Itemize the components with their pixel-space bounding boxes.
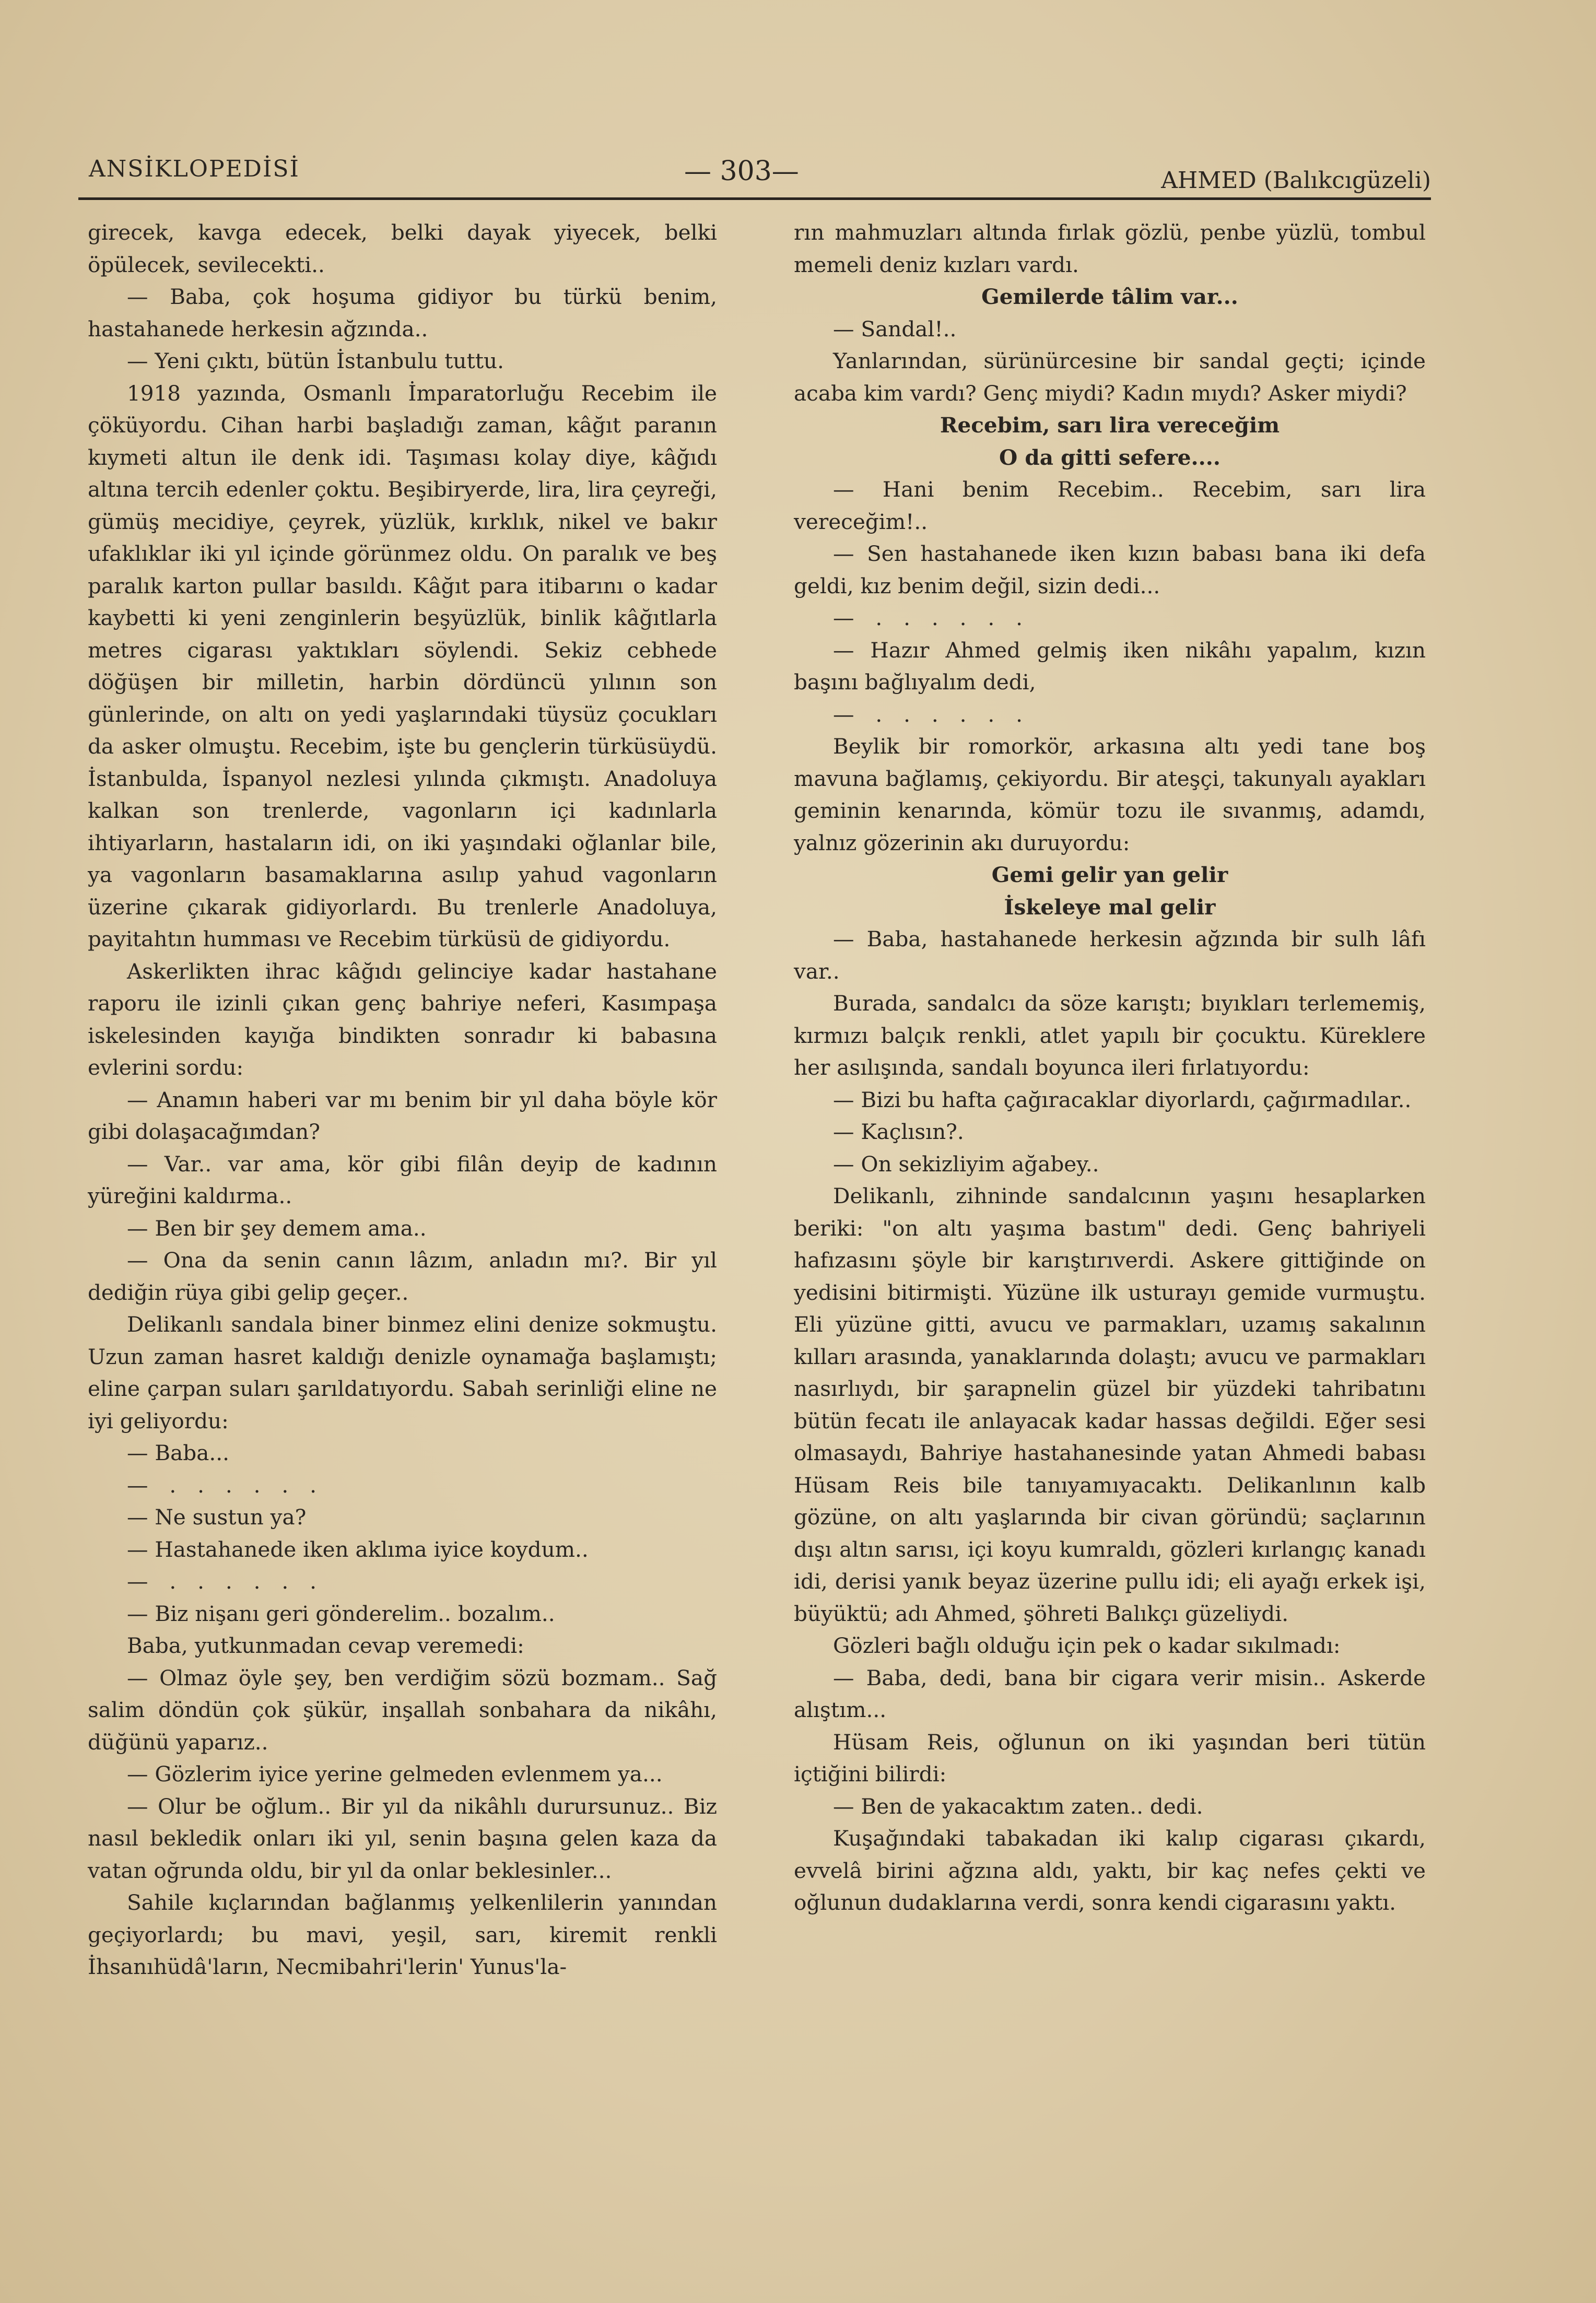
paragraph: — Sandal!.. (833, 316, 957, 342)
paragraph: — . . . . . . (833, 701, 1030, 727)
text-column-left (88, 217, 717, 1983)
paragraph: Recebim, sarı lira vereceğim (940, 413, 1280, 438)
paragraph: O da gitti sefere.... (999, 444, 1221, 470)
paragraph: — Ben de yakacaktım zaten.. dedi. (833, 1793, 1203, 1819)
paragraph: Beylik bir romorkör, arkasına altı yedi tane boş mavuna bağlamış, çekiyordu. Bir ateşçi, takunyalı ayakları geminin kenarında, kömür tozu ile sıvanmış, adamdı, yalnız gözerinin akı duruyordu: (794, 734, 1426, 855)
paragraph: — Hastahanede iken aklıma iyice koydum.. (127, 1536, 589, 1562)
paragraph: Delikanlı sandala biner binmez elini denize sokmuştu. Uzun zaman hasret kaldığı denizle oynamağa başlamıştı; eline çarpan suları şarıldatıyordu. Sabah serinliği eline ne iyi geliyordu: (88, 1312, 717, 1434)
paragraph: — Yeni çıktı, bütün İstanbulu tuttu. (127, 348, 504, 373)
paragraph: — . . . . . . (833, 605, 1030, 630)
paragraph: — Baba... (127, 1440, 229, 1465)
paragraph: — Hazır Ahmed gelmiş iken nikâhı yapalım, kızın başını bağlıyalım dedi, (794, 637, 1426, 695)
paragraph: Askerlikten ihrac kâğıdı gelinciye kadar hastahane raporu ile izinli çıkan genç bahriye neferi, Kasımpaşa iskelesinden kayığa bindikten sonradır ki babasına evlerini sordu: (88, 958, 717, 1080)
paragraph: Hüsam Reis, oğlunun on iki yaşından beri tütün içtiğini bilirdi: (794, 1729, 1426, 1787)
header-title-right: AHMED (Balıkcıgüzeli) (1161, 167, 1431, 194)
paragraph: — Olmaz öyle şey, ben verdiğim sözü bozmam.. Sağ salim döndün çok şükür, inşallah sonbahara da nikâhı, düğünü yaparız.. (88, 1665, 717, 1755)
paragraph: — Ben bir şey demem ama.. (127, 1215, 427, 1241)
header-title-left: ANSİKLOPEDİSİ (89, 156, 300, 182)
paragraph: Gemi gelir yan gelir (991, 862, 1228, 887)
header-rule (78, 197, 1431, 200)
paragraph: 1918 yazında, Osmanlı İmparatorluğu Recebim ile çöküyordu. Cihan harbi başladığı zaman, kâğıt paranın kıymeti altun ile denk idi. Taşıması kolay diye, kâğıdı altına tercih edenler çoktu. Beşibiryerde, lira, lira çeyreği, gümüş mecidiye, çeyrek, yüzlük, kırklık, nikel ve bakır ufaklıklar iki yıl içinde görünmez oldu. On paralık ve beş paralık karton pullar basıldı. Kâğıt para itibarını o kadar kaybetti ki yeni zenginlerin beşyüzlük, binlik kâğıtlarla metres cigarası yaktıkları söylendi. Sekiz cebhede döğüşen bir milletin, harbin dördüncü yılının son günlerinde, on altı on yedi yaşlarındaki tüysüz çocukları da asker olmuştu. Recebim, işte bu gençlerin türküsüydü. İstanbulda, İspanyol nezlesi yılında çıkmıştı. Anadoluya kalkan son trenlerde, vagonların içi kadınlarla ihtiyarların, hastaların idi, on iki yaşındaki oğlanlar bile, ya vagonların basamaklarına asılıp yahud vagonların üzerine çıkarak gidiyorlardı. Bu trenlerle Anadoluya, payitahtın humması ve Recebim türküsü de gidiyordu. (88, 380, 717, 951)
text-column-right (794, 217, 1426, 1919)
paragraph: Yanlarından, sürünürcesine bir sandal geçti; içinde acaba kim vardı? Genç miydi? Kadın mıydı? Asker miydi? (794, 348, 1426, 406)
paragraph: Gözleri bağlı olduğu için pek o kadar sıkılmadı: (833, 1633, 1341, 1658)
paragraph: Kuşağındaki tabakadan iki kalıp cigarası çıkardı, evvelâ birini ağzına aldı, yaktı, bir kaç nefes çekti ve oğlunun dudaklarına verdi, sonra kendi cigarasını yaktı. (794, 1826, 1426, 1915)
paragraph: — . . . . . . (127, 1569, 324, 1594)
paragraph: — Sen hastahanede iken kızın babası bana iki defa geldi, kız benim değil, sizin dedi... (794, 541, 1426, 598)
paragraph: — On sekizliyim ağabey.. (833, 1151, 1099, 1177)
paragraph: İskeleye mal gelir (1004, 894, 1216, 920)
paragraph: — Baba, dedi, bana bir cigara verir misin.. Askerde alıştım... (794, 1665, 1426, 1722)
paragraph: Delikanlı, zihninde sandalcının yaşını hesaplarken beriki: "on altı yaşıma bastım" dedi. Genç bahriyeli hafızasını şöyle bir karıştırıverdi. Askere gittiğinde on yedisini bitirmişti. Yüzüne ilk usturayı gemide vurmuştu. Eli yüzüne gitti, avucu ve parmakları, uzamış sakalının kılları arasında, yanaklarında dolaştı; avucu ve parmakları nasırlıydı, bir şarapnelin güzel bir yüzdeki tahribatını bütün fecatı ile anlayacak kadar hassas değildi. Eğer sesi olmasaydı, Bahriye hastahanesinde yatan Ahmedi babası Hüsam Reis bile tanıyamıyacaktı. Delikanlının kalb gözüne, on altı yaşlarında bir civan göründü; saçlarının dışı altın sarısı, içi koyu kumraldı, gözleri kırlangıç kanadı idi, derisi yanık beyaz üzerine pullu idi; eli ayağı erkek işi, büyüktü; adı Ahmed, şöhreti Balıkçı güzeliydi. (794, 1183, 1426, 1626)
paragraph: — . . . . . . (127, 1472, 324, 1498)
paragraph: — Ona da senin canın lâzım, anladın mı?. Bir yıl dediğin rüya gibi gelip geçer.. (88, 1248, 717, 1305)
page-header (78, 141, 1431, 198)
paragraph: — Baba, hastahanede herkesin ağzında bir sulh lâfı var.. (794, 926, 1426, 984)
paragraph: — Ne sustun ya? (127, 1505, 307, 1530)
page-number: — 303— (684, 156, 799, 187)
paragraph: Burada, sandalcı da söze karıştı; bıyıkları terlememiş, kırmızı balçık renkli, atlet yapılı bir çocuktu. Küreklere her asılışında, sandalı boyunca ileri fırlatıyordu: (794, 991, 1426, 1080)
paragraph: — Olur be oğlum.. Bir yıl da nikâhlı durursunuz.. Biz nasıl bekledik onları iki yıl, senin başına gelen kaza da vatan oğrunda oldu, bir yıl da onlar beklesinler... (88, 1793, 717, 1883)
paragraph: — Biz nişanı geri gönderelim.. bozalım.. (127, 1601, 555, 1626)
paragraph: — Baba, çok hoşuma gidiyor bu türkü benim, hastahanede herkesin ağzında.. (88, 284, 717, 342)
paragraph: Sahile kıçlarından bağlanmış yelkenlilerin yanından geçiyorlardı; bu mavi, yeşil, sarı, kiremit renkli İhsanıhüdâ'ların, Necmibahri'lerin' Yunus'la- (88, 1890, 717, 1979)
paragraph: Baba, yutkunmadan cevap veremedi: (127, 1633, 524, 1658)
paragraph: girecek, kavga edecek, belki dayak yiyecek, belki öpülecek, sevilecekti.. (88, 220, 717, 277)
paragraph: rın mahmuzları altında fırlak gözlü, penbe yüzlü, tombul memeli deniz kızları vardı. (794, 220, 1426, 277)
paragraph: — Var.. var ama, kör gibi filân deyip de kadının yüreğini kaldırma.. (88, 1151, 717, 1208)
paragraph: — Bizi bu hafta çağıracaklar diyorlardı, çağırmadılar.. (833, 1087, 1412, 1112)
paragraph: — Kaçlısın?. (833, 1119, 964, 1144)
paragraph: — Anamın haberi var mı benim bir yıl daha böyle kör gibi dolaşacağımdan? (88, 1087, 717, 1144)
paragraph: — Hani benim Recebim.. Recebim, sarı lira vereceğim!.. (794, 477, 1426, 534)
paragraph: Gemilerde tâlim var... (981, 284, 1238, 309)
paragraph: — Gözlerim iyice yerine gelmeden evlenmem ya... (127, 1761, 663, 1787)
